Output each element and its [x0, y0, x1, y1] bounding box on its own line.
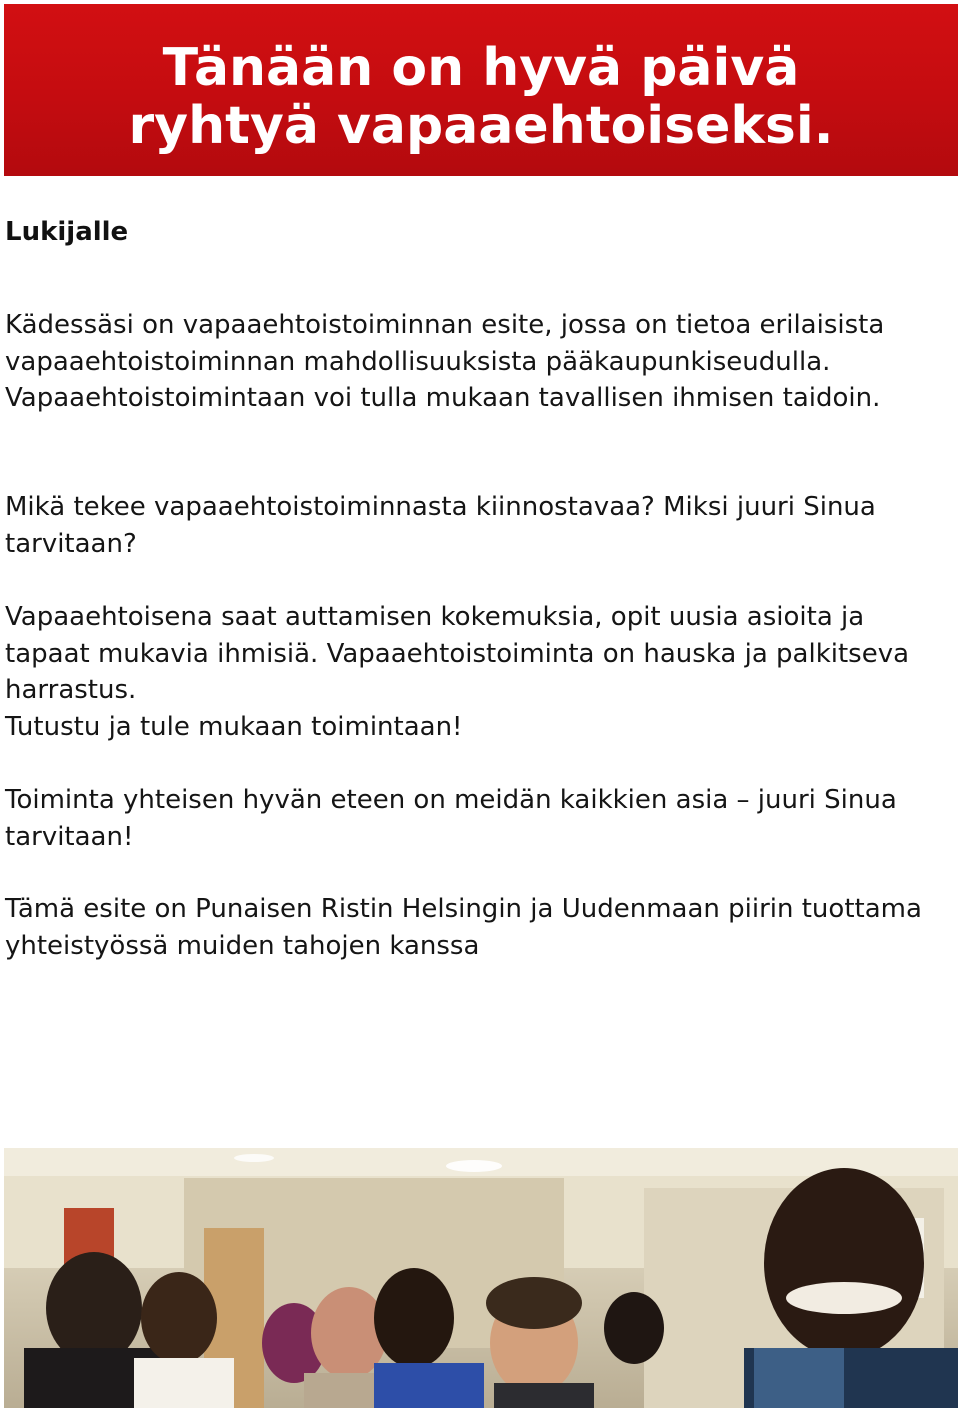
call-to-action-text: Tutustu ja tule mukaan toimintaan! [5, 711, 463, 742]
volunteers-photo-illustration [4, 1148, 958, 1408]
intro-paragraph: Kädessäsi on vapaaehtoistoiminnan esite, jossa on tietoa erilaisista vapaaehtoistoiminnan mahdollisuuksista pääkaupunkiseudulla. Vapaaehtoistoimintaan voi tulla mukaan tavallisen ihmisen taidoin. [5, 310, 885, 413]
banner-line-2: ryhtyä vapaaehtoiseksi. [128, 96, 834, 156]
volunteers-photo [4, 1148, 958, 1408]
community-paragraph: Toiminta yhteisen hyvän eteen on meidän kaikkien asia – juuri Sinua tarvitaan! [5, 785, 897, 852]
publisher-paragraph: Tämä esite on Punaisen Ristin Helsingin ja Uudenmaan piirin tuottama yhteistyössä muiden tahojen kanssa [5, 894, 922, 961]
question-paragraph: Mikä tekee vapaaehtoistoiminnasta kiinnostavaa? Miksi juuri Sinua tarvitaan? [5, 492, 876, 559]
banner-line-1: Tänään on hyvä päivä [162, 38, 800, 98]
benefits-paragraph [5, 599, 955, 745]
benefits-text: Vapaaehtoisena saat auttamisen kokemuksia, opit uusia asioita ja tapaat mukavia ihmisiä. Vapaaehtoistoiminta on hauska ja palkitseva harrastus. [5, 602, 910, 705]
page-title: Lukijalle [5, 217, 129, 247]
header-banner [4, 4, 958, 176]
